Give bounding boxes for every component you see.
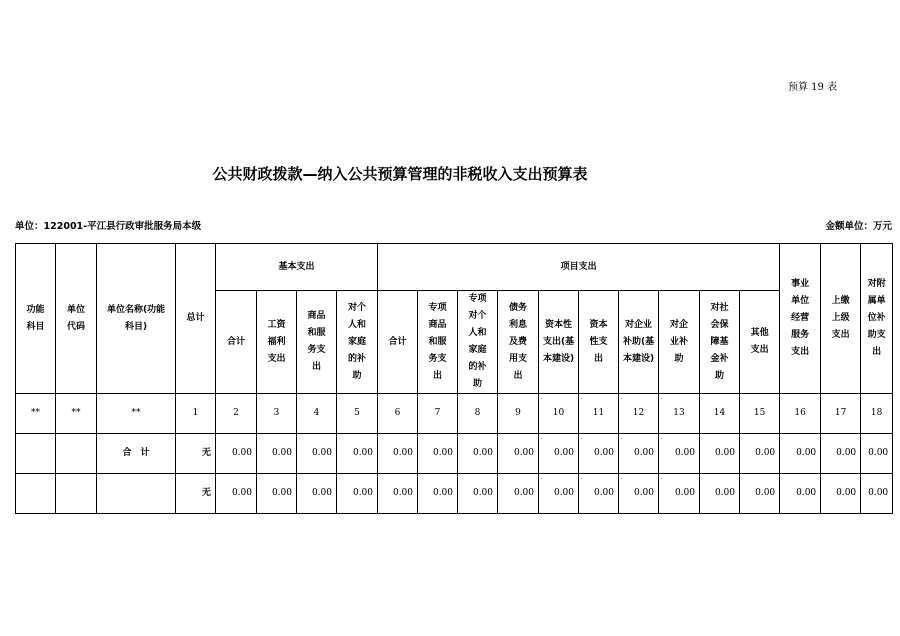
value-cell: 0.00 [539, 474, 579, 514]
index-cell: 2 [216, 394, 257, 434]
value-cell: 0.00 [378, 474, 418, 514]
index-cell: 8 [458, 394, 498, 434]
value-cell: 0.00 [740, 474, 780, 514]
header-capital: 资本性支出 [579, 291, 619, 394]
row-code-cell [56, 474, 97, 514]
value-cell: 0.00 [498, 434, 539, 474]
value-cell: 0.00 [216, 474, 257, 514]
table-row [16, 474, 893, 514]
form-number: 预算 19 表 [788, 82, 838, 93]
row-code-cell [56, 434, 97, 474]
index-cell: 10 [539, 394, 579, 434]
header-project-total: 合计 [378, 291, 418, 394]
value-cell: 0.00 [498, 474, 539, 514]
header-capital-construction: 资本性支出(基本建设) [539, 291, 579, 394]
value-cell: 0.00 [821, 474, 861, 514]
value-cell: 0.00 [216, 434, 257, 474]
value-cell: 0.00 [700, 474, 740, 514]
index-cell: ** [16, 394, 56, 434]
index-cell: ** [56, 394, 97, 434]
value-cell: 0.00 [297, 474, 337, 514]
value-cell: 0.00 [619, 434, 659, 474]
amount-unit-label: 金额单位：万元 [825, 221, 892, 232]
value-cell: 0.00 [861, 474, 893, 514]
value-cell: 0.00 [821, 434, 861, 474]
header-salary-welfare: 工资福利支出 [257, 291, 297, 394]
budget-table [15, 243, 893, 514]
index-cell: 12 [619, 394, 659, 434]
header-enterprise-service: 事业单位经营服务支出 [780, 244, 821, 394]
value-cell: 0.00 [579, 474, 619, 514]
index-cell: 13 [659, 394, 700, 434]
index-cell: 9 [498, 394, 539, 434]
row-name-cell: 合 计 [97, 434, 176, 474]
index-cell: 7 [418, 394, 458, 434]
header-unit-name: 单位名称(功能科目) [97, 244, 176, 394]
row-func-cell [16, 474, 56, 514]
index-cell: 15 [740, 394, 780, 434]
index-cell: 11 [579, 394, 619, 434]
row-total-cell: 无 [176, 434, 216, 474]
header-basic-group: 基本支出 [216, 244, 378, 291]
value-cell: 0.00 [337, 434, 378, 474]
row-name-cell [97, 474, 176, 514]
page-title: 公共财政拨款—纳入公共预算管理的非税收入支出预算表 [212, 165, 588, 183]
value-cell: 0.00 [257, 474, 297, 514]
header-project-group: 项目支出 [378, 244, 780, 291]
header-special-goods: 专项商品和服务支出 [418, 291, 458, 394]
index-cell: 17 [821, 394, 861, 434]
value-cell: 0.00 [780, 434, 821, 474]
value-cell: 0.00 [458, 434, 498, 474]
value-cell: 0.00 [418, 434, 458, 474]
index-cell: 4 [297, 394, 337, 434]
index-cell: 1 [176, 394, 216, 434]
header-personal-subsidy: 对个人和家庭的补助 [337, 291, 378, 394]
unit-label: 单位：122001-平江县行政审批服务局本级 [15, 221, 202, 232]
value-cell: 0.00 [337, 474, 378, 514]
header-special-personal: 专项对个人和家庭的补助 [458, 291, 498, 394]
value-cell: 0.00 [740, 434, 780, 474]
value-cell: 0.00 [257, 434, 297, 474]
index-cell: ** [97, 394, 176, 434]
value-cell: 0.00 [700, 434, 740, 474]
row-func-cell [16, 434, 56, 474]
index-cell: 5 [337, 394, 378, 434]
row-total-cell: 无 [176, 474, 216, 514]
value-cell: 0.00 [378, 434, 418, 474]
value-cell: 0.00 [297, 434, 337, 474]
value-cell: 0.00 [619, 474, 659, 514]
index-cell: 6 [378, 394, 418, 434]
value-cell: 0.00 [579, 434, 619, 474]
value-cell: 0.00 [458, 474, 498, 514]
value-cell: 0.00 [418, 474, 458, 514]
index-cell: 18 [861, 394, 893, 434]
value-cell: 0.00 [780, 474, 821, 514]
header-social-security: 对社会保障基金补助 [700, 291, 740, 394]
header-enterprise-subsidy: 对企业补助 [659, 291, 700, 394]
value-cell: 0.00 [659, 474, 700, 514]
header-upper-payment: 上缴上级支出 [821, 244, 861, 394]
header-goods-services: 商品和服务支出 [297, 291, 337, 394]
value-cell: 0.00 [659, 434, 700, 474]
header-debt-interest: 债务利息及费用支出 [498, 291, 539, 394]
header-unit-code: 单位代码 [56, 244, 97, 394]
index-row [16, 394, 893, 434]
header-basic-total: 合计 [216, 291, 257, 394]
index-cell: 14 [700, 394, 740, 434]
value-cell: 0.00 [539, 434, 579, 474]
index-cell: 16 [780, 394, 821, 434]
index-cell: 3 [257, 394, 297, 434]
header-enterprise-construction: 对企业补助(基本建设) [619, 291, 659, 394]
header-subsidiary: 对附属单位补助支出 [861, 244, 893, 394]
header-total: 总计 [176, 244, 216, 394]
table-row [16, 434, 893, 474]
value-cell: 0.00 [861, 434, 893, 474]
header-func-subject: 功能科目 [16, 244, 56, 394]
header-other: 其他支出 [740, 291, 780, 394]
